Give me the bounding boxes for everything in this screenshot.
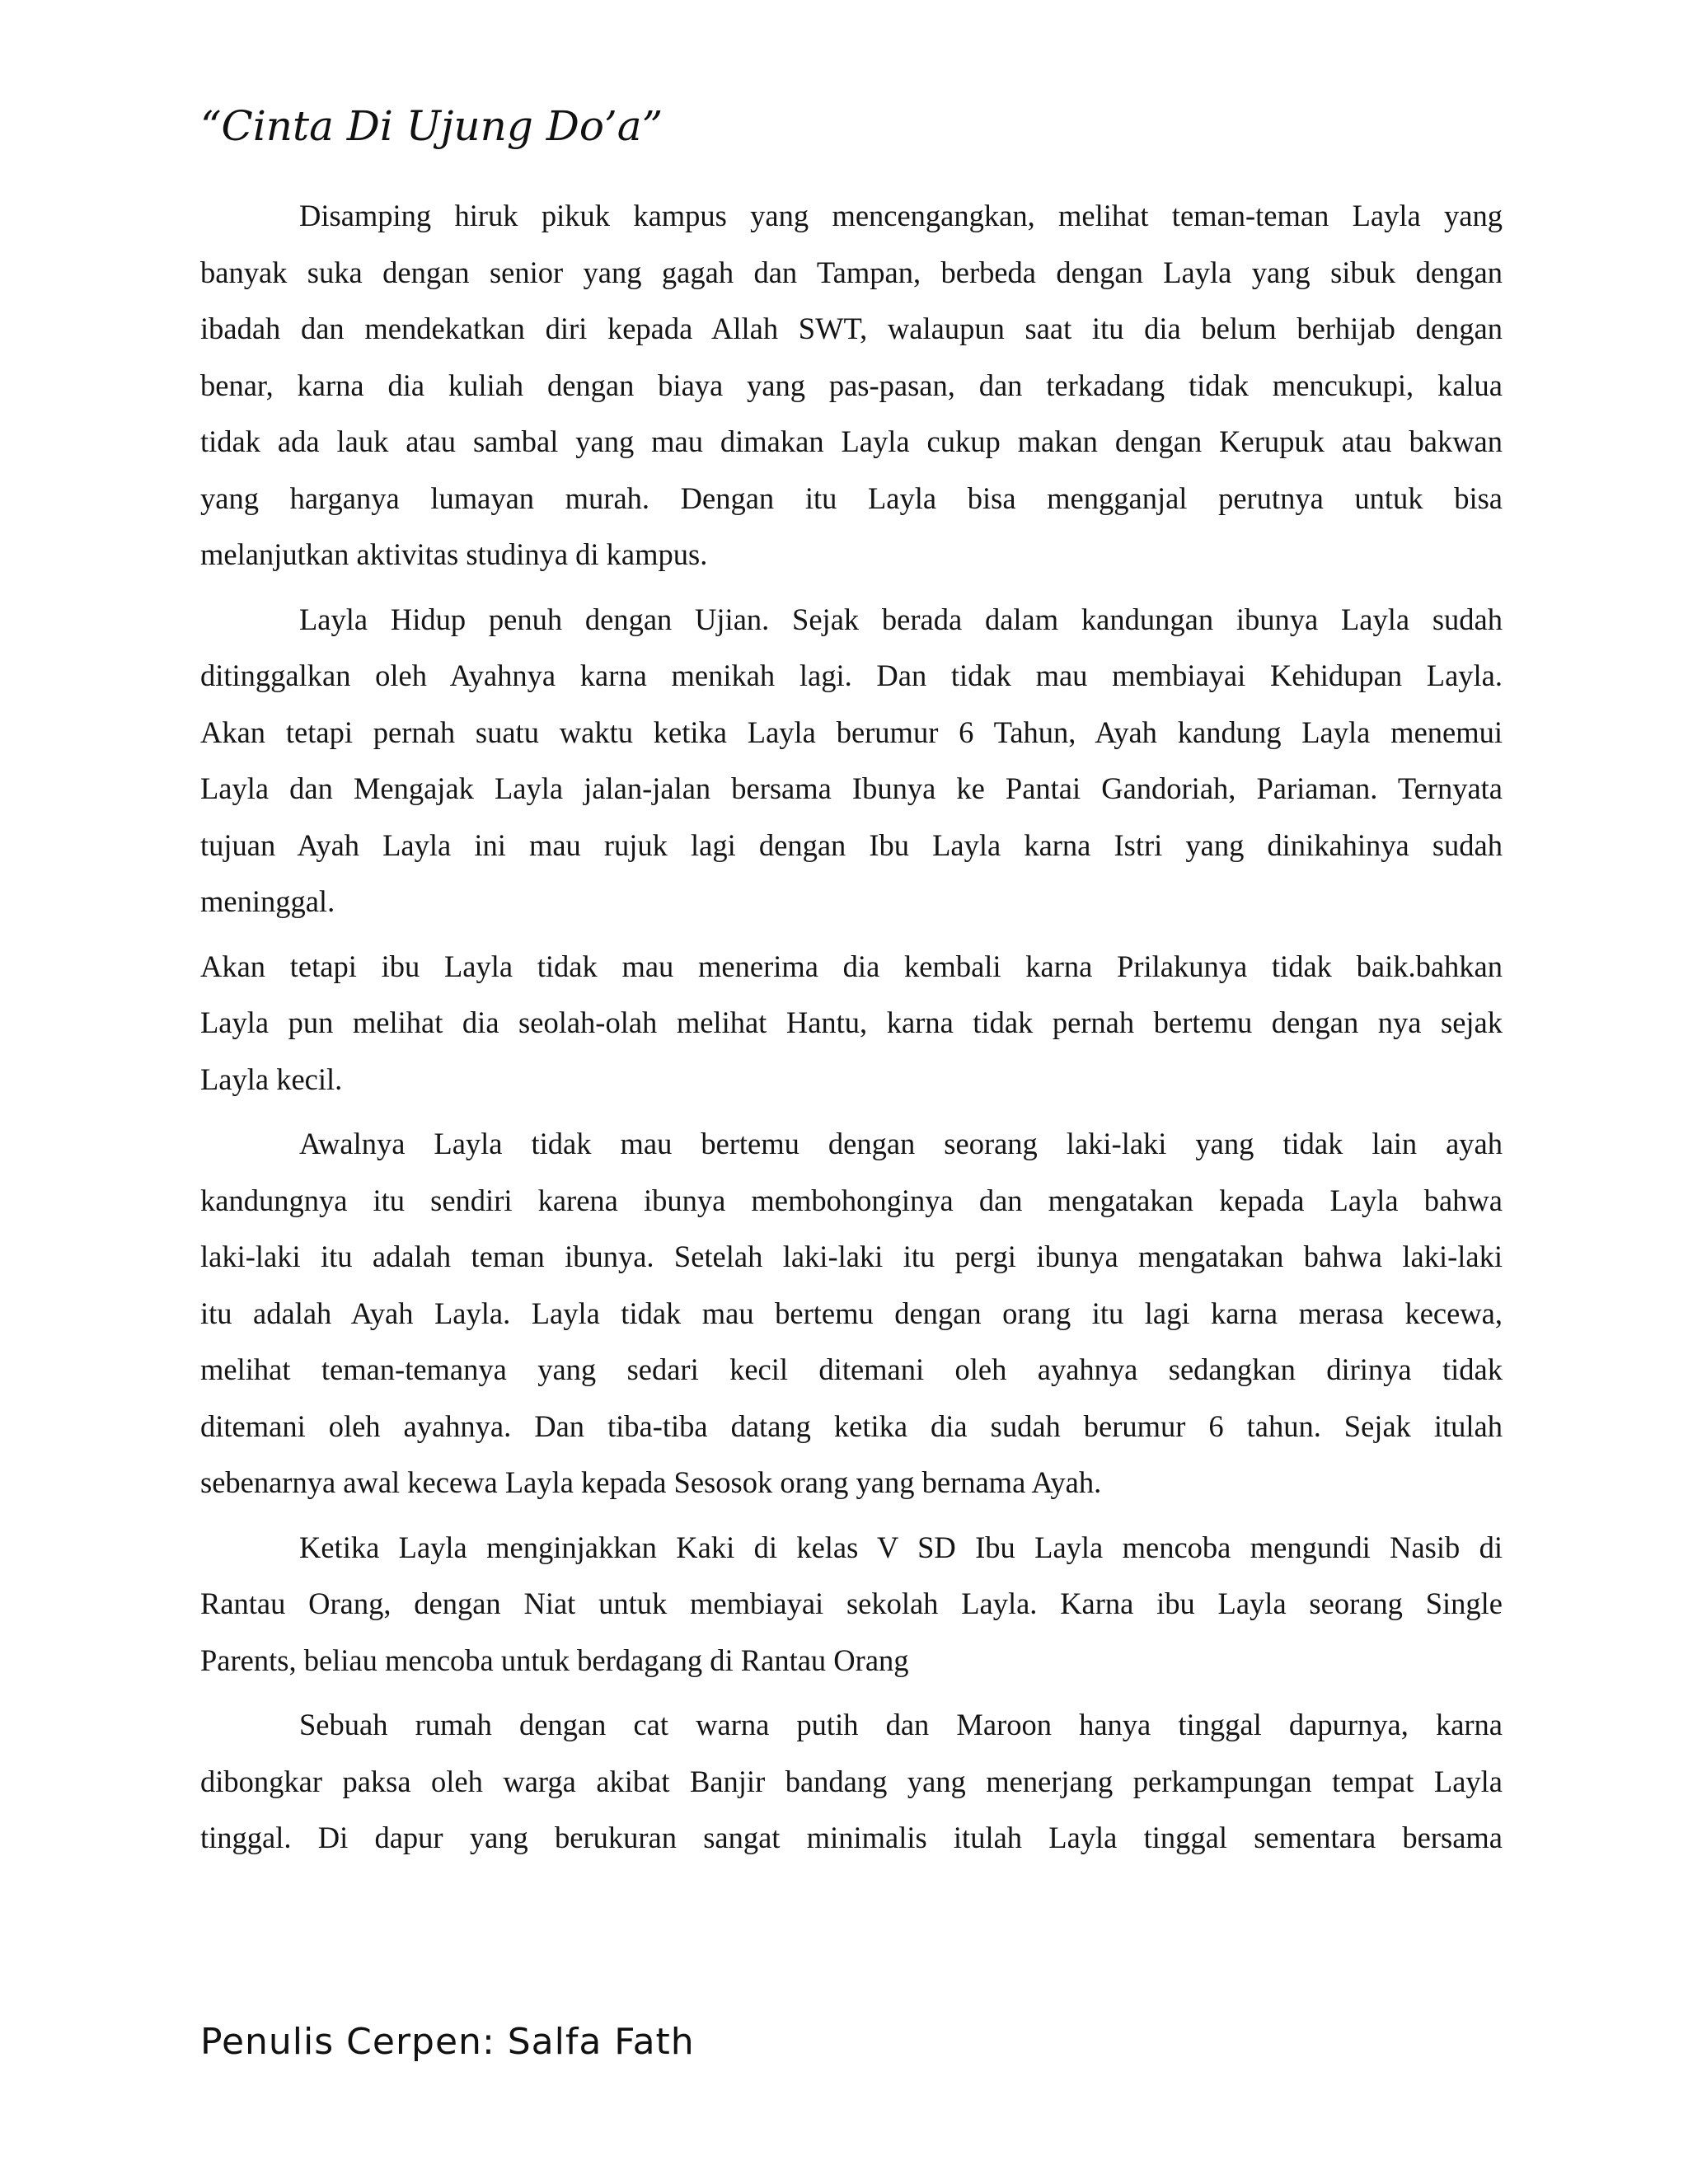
text-line: Sebuah rumah dengan cat warna putih dan Maroon hanya tinggal dapurnya, karna (299, 1708, 1503, 1741)
text-line: melanjutkan aktivitas studinya di kampus. (200, 537, 708, 571)
paragraph-2 (200, 592, 1503, 930)
paragraph-4 (200, 1116, 1503, 1511)
text-line: Layla Hidup penuh dengan Ujian. Sejak berada dalam kandungan ibunya Layla sudah (299, 602, 1503, 636)
text-line: ditemani oleh ayahnya. Dan tiba-tiba datang ketika dia sudah berumur 6 tahun. Sejak itulah (200, 1408, 1503, 1443)
text-line: Disamping hiruk pikuk kampus yang mencengangkan, melihat teman-teman Layla yang (299, 199, 1503, 232)
text-line: yang harganya lumayan murah. Dengan itu Layla bisa mengganjal perutnya untuk bisa (200, 480, 1503, 515)
text-line: Layla dan Mengajak Layla jalan-jalan bersama Ibunya ke Pantai Gandoriah, Pariaman. Ternyata (200, 771, 1503, 805)
text-line: banyak suka dengan senior yang gagah dan Tampan, berbeda dengan Layla yang sibuk dengan (200, 255, 1503, 289)
text-line: dibongkar paksa oleh warga akibat Banjir bandang yang menerjang perkampungan tempat Layla (200, 1764, 1503, 1798)
paragraph-1 (200, 188, 1503, 583)
paragraph-6 (200, 1697, 1503, 1867)
text-line: Parents, beliau mencoba untuk berdagang di Rantau Orang (200, 1643, 909, 1677)
document-title: “Cinta Di Ujung Do’a” (200, 102, 663, 150)
text-line: Awalnya Layla tidak mau bertemu dengan seorang laki-laki yang tidak lain ayah (299, 1127, 1503, 1160)
text-line: meninggal. (200, 884, 335, 918)
text-line: tidak ada lauk atau sambal yang mau dimakan Layla cukup makan dengan Kerupuk atau bakwan (200, 424, 1503, 458)
text-line: Layla kecil. (200, 1062, 343, 1096)
text-line: itu adalah Ayah Layla. Layla tidak mau bertemu dengan orang itu lagi karna merasa kecewa, (200, 1296, 1503, 1330)
text-line: Layla pun melihat dia seolah-olah melihat Hantu, karna tidak pernah bertemu dengan nya sejak (200, 1005, 1503, 1039)
text-line: Akan tetapi pernah suatu waktu ketika Layla berumur 6 Tahun, Ayah kandung Layla menemui (200, 715, 1503, 749)
text-line: laki-laki itu adalah teman ibunya. Setelah laki-laki itu pergi ibunya mengatakan bahwa laki-laki (200, 1240, 1503, 1273)
text-line: kandungnya itu sendiri karena ibunya membohonginya dan mengatakan kepada Layla bahwa (200, 1183, 1503, 1217)
text-line: Rantau Orang, dengan Niat untuk membiayai sekolah Layla. Karna ibu Layla seorang Single (200, 1586, 1503, 1620)
text-line: tinggal. Di dapur yang berukuran sangat minimalis itulah Layla tinggal sementara bersama (200, 1821, 1503, 1854)
text-line: benar, karna dia kuliah dengan biaya yang pas-pasan, dan terkadang tidak mencukupi, kalua (200, 368, 1503, 402)
text-line: sebenarnya awal kecewa Layla kepada Sesosok orang yang bernama Ayah. (200, 1465, 1102, 1499)
paragraph-3 (200, 939, 1503, 1108)
text-line: Akan tetapi ibu Layla tidak mau menerima dia kembali karna Prilakunya tidak baik.bahkan (200, 949, 1503, 983)
text-line: Ketika Layla menginjakkan Kaki di kelas V SD Ibu Layla mencoba mengundi Nasib di (299, 1530, 1503, 1564)
text-line: ditinggalkan oleh Ayahnya karna menikah lagi. Dan tidak mau membiayai Kehidupan Layla. (200, 658, 1503, 692)
author-footer: Penulis Cerpen: Salfa Fath (200, 2021, 695, 2063)
text-line: tujuan Ayah Layla ini mau rujuk lagi dengan Ibu Layla karna Istri yang dinikahinya sudah (200, 827, 1503, 862)
text-line: ibadah dan mendekatkan diri kepada Allah SWT, walaupun saat itu dia belum berhijab dengan (200, 312, 1503, 345)
paragraph-5 (200, 1520, 1503, 1690)
text-line: melihat teman-temanya yang sedari kecil ditemani oleh ayahnya sedangkan dirinya tidak (200, 1352, 1503, 1386)
story-body (200, 188, 1503, 1875)
